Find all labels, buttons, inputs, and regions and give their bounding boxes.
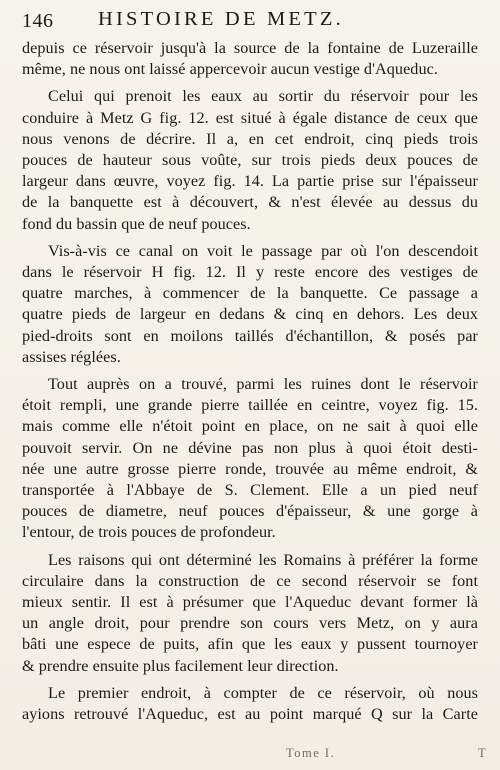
text-line: fond du bassin que de neuf pouces. (22, 214, 251, 233)
text-line: pied-droits sont en moilons taillés d'échantillon, & posés par (22, 326, 478, 345)
text-line: mais comme elle n'étoit point en place, on ne sait à quoi elle (22, 417, 478, 436)
body-text (22, 38, 478, 731)
text-line: un angle droit, pour prendre son cours vers Metz, on y aura (22, 614, 478, 633)
text-line: étoit rempli, une grande pierre taillée en ceintre, voyez fig. 15. (22, 396, 478, 415)
paragraph-4 (22, 374, 478, 544)
text-line: Tout auprès on a trouvé, parmi les ruines dont le réservoir (48, 375, 478, 394)
paragraph-1 (22, 38, 478, 80)
text-line: même, ne nous ont laissé appercevoir aucun vestige d'Aqueduc. (22, 60, 438, 79)
text-line: l'entour, de trois pouces de profondeur. (22, 523, 276, 542)
paragraph-6 (22, 683, 478, 725)
text-line: circulaire dans la construction de ce second réservoir se font (22, 571, 478, 590)
text-line: pouces de diametre, neuf pouces d'épaisseur, & une gorge à (22, 502, 478, 521)
text-line: quatre pieds de largeur en dedans & cinq en dehors. Les deux (22, 305, 478, 324)
page-header (22, 6, 480, 36)
text-line: bâti une espece de puits, afin que les eaux y pussent tournoyer (22, 635, 478, 654)
text-line: quatre marches, à commencer de la banquette. Ce passage a (22, 284, 478, 303)
text-line: Vis-à-vis ce canal on voit le passage par où l'on descendoit (48, 241, 478, 260)
text-line: nous venons de décrire. Il a, en cet endroit, cinq pieds trois (22, 129, 478, 148)
text-line: depuis ce réservoir jusqu'à la source de la fontaine de Luzeraille (22, 39, 478, 57)
paragraph-2 (22, 86, 478, 234)
text-line: transportée à l'Abbaye de S. Clement. Elle a un pied neuf (22, 481, 478, 500)
text-line: conduire à Metz G fig. 12. est situé à égale distance de ceux que (22, 108, 478, 127)
text-line: dans le réservoir H fig. 12. Il y reste encore des vestiges de (22, 263, 478, 282)
paragraph-5 (22, 550, 478, 677)
text-line: largeur dans œuvre, voyez fig. 14. La partie prise sur l'épaisseur (22, 172, 478, 191)
volume-signature: Tome I. (286, 746, 336, 760)
text-line: pouvoit servir. On ne dévine pas non plus à quoi étoit desti- (22, 438, 478, 457)
page-number: 146 (22, 10, 54, 32)
text-line: pouces de hauteur sous voûte, sur trois pieds deux pouces de (22, 151, 478, 170)
text-line: assises réglées. (22, 347, 121, 366)
text-line: Les raisons qui ont déterminé les Romains à préférer la forme (48, 550, 478, 569)
paragraph-3 (22, 241, 478, 368)
signature-letter: T (478, 746, 486, 760)
text-line: née une autre grosse pierre ronde, trouvée au même endroit, & (22, 459, 478, 478)
running-title: HISTOIRE DE METZ. (98, 8, 344, 30)
text-line: ayions retrouvé l'Aqueduc, est au point marqué Q sur la Carte (22, 705, 478, 724)
text-line: mieux sentir. Il est à présumer que l'Aqueduc devant former là (22, 593, 478, 612)
text-line: de la banquette est à découvert, & n'est élevée au dessus du (22, 193, 478, 212)
text-line: & prendre ensuite plus facilement leur direction. (22, 656, 339, 675)
text-line: Celui qui prenoit les eaux au sortir du réservoir pour les (48, 87, 478, 106)
text-line: Le premier endroit, à compter de ce réservoir, où nous (48, 683, 478, 702)
